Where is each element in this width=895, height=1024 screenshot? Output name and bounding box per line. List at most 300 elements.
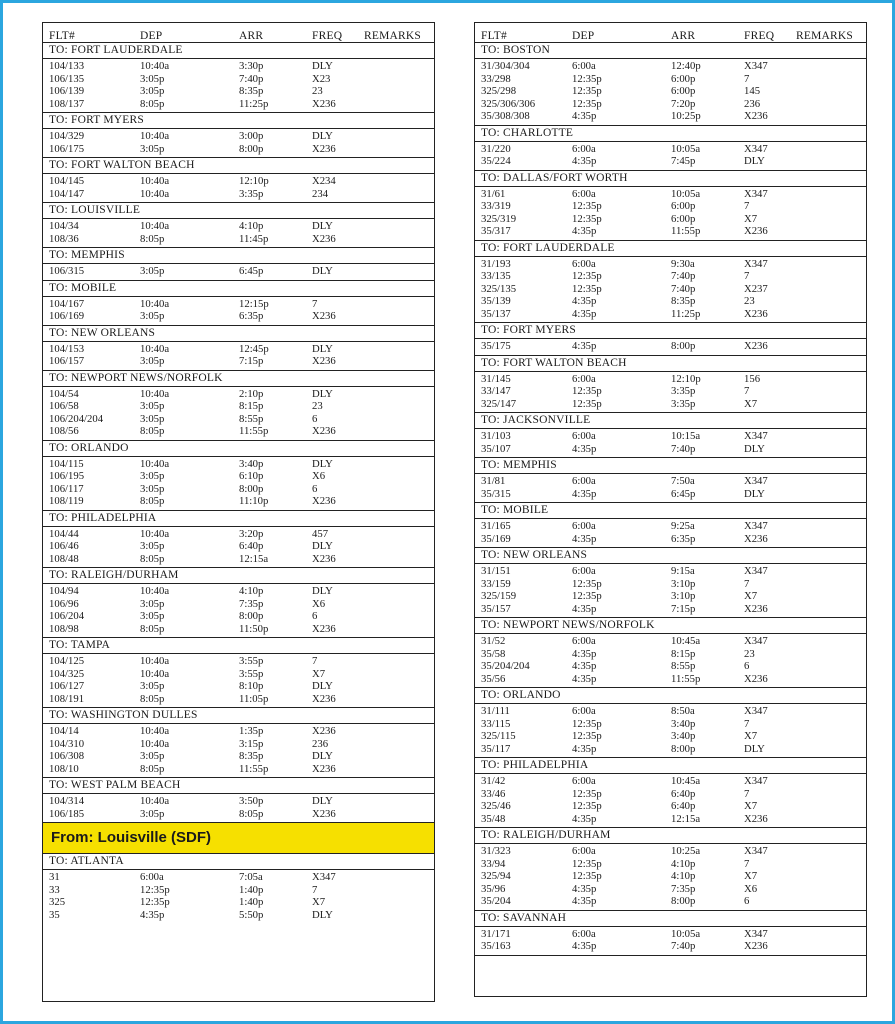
flight-number: 35/58 — [481, 647, 506, 660]
departure-time: 10:40a — [140, 795, 170, 807]
flight-number: 108/56 — [49, 425, 79, 437]
frequency: X347 — [744, 705, 768, 717]
frequency: DLY — [312, 750, 333, 762]
frequency: 23 — [312, 85, 323, 97]
frequency: 6 — [312, 482, 318, 495]
flight-row — [475, 895, 866, 908]
departure-time: 10:40a — [140, 187, 170, 200]
departure-time: 8:05p — [140, 622, 165, 635]
flight-row — [475, 788, 866, 801]
frequency: X236 — [312, 725, 336, 737]
remarks — [364, 175, 434, 188]
frequency: 7 — [744, 385, 750, 397]
destination-header: TO: MEMPHIS — [475, 458, 866, 474]
arrival-time: 6:40p — [239, 540, 264, 552]
remarks — [796, 60, 866, 73]
departure-time: 12:35p — [572, 870, 602, 882]
left-after-sections — [43, 854, 434, 923]
departure-time: 3:05p — [140, 310, 165, 322]
arrival-time: 8:10p — [239, 680, 264, 692]
destination-header: TO: MOBILE — [475, 503, 866, 519]
arrival-time: 2:10p — [239, 387, 264, 400]
arrival-time: 12:15p — [239, 297, 269, 310]
departure-time: 3:05p — [140, 470, 165, 482]
remarks — [364, 750, 434, 763]
remarks — [796, 295, 866, 308]
flight-row — [43, 233, 434, 246]
arrival-time: 4:10p — [239, 220, 264, 232]
flight-row — [43, 871, 434, 884]
frequency: 156 — [744, 372, 761, 385]
departure-time: 3:05p — [140, 597, 165, 610]
arrival-time: 7:50a — [671, 475, 695, 487]
flight-row — [43, 610, 434, 623]
frequency: X347 — [312, 871, 336, 883]
frequency: X347 — [744, 845, 768, 857]
flight-number: 33/298 — [481, 72, 511, 85]
frequency: X347 — [744, 565, 768, 577]
destination-header: TO: NEWPORT NEWS/NORFOLK — [475, 618, 866, 634]
remarks — [796, 225, 866, 238]
flight-row — [475, 258, 866, 271]
arrival-time: 4:10p — [239, 585, 264, 597]
flight-row — [43, 693, 434, 706]
flight-row — [43, 738, 434, 751]
destination-header: TO: JACKSONVILLE — [475, 413, 866, 429]
flight-row — [475, 488, 866, 501]
flight-row — [43, 763, 434, 776]
remarks — [796, 705, 866, 718]
arrival-time: 11:55p — [239, 762, 269, 775]
departure-time: 3:05p — [140, 680, 165, 692]
remarks — [364, 310, 434, 323]
frequency: X6 — [312, 597, 326, 610]
remarks — [796, 188, 866, 201]
flight-row — [43, 143, 434, 156]
arrival-time: 3:40p — [239, 457, 264, 470]
flight-number: 35/317 — [481, 225, 511, 237]
remarks — [364, 60, 434, 73]
frequency: DLY — [312, 908, 333, 921]
departure-time: 3:05p — [140, 482, 165, 495]
arrival-time: 4:10p — [671, 870, 696, 882]
departure-time: 10:40a — [140, 387, 170, 400]
flight-number: 108/137 — [49, 97, 85, 110]
flight-number: 35/315 — [481, 487, 511, 500]
departure-time: 6:00a — [572, 60, 596, 72]
remarks — [796, 283, 866, 296]
remarks — [796, 213, 866, 226]
frequency: 7 — [312, 883, 318, 896]
departure-time: 6:00a — [572, 845, 596, 857]
arrival-time: 7:35p — [671, 882, 696, 895]
flight-row — [43, 400, 434, 413]
frequency: X236 — [312, 310, 336, 322]
flight-row — [475, 225, 866, 238]
flight-row — [475, 475, 866, 488]
remarks — [364, 470, 434, 483]
flight-rows — [43, 59, 434, 113]
remarks — [364, 343, 434, 356]
frequency: 7 — [744, 270, 750, 282]
frequency: 145 — [744, 85, 761, 97]
frequency: 7 — [744, 577, 750, 590]
arrival-time: 8:50a — [671, 705, 695, 717]
frequency: 7 — [312, 297, 318, 310]
destination-header: TO: TAMPA — [43, 638, 434, 654]
remarks — [796, 603, 866, 616]
flight-rows — [475, 257, 866, 324]
frequency: 7 — [744, 72, 750, 85]
frequency: X236 — [744, 110, 768, 122]
flight-row — [43, 355, 434, 368]
departure-time: 10:40a — [140, 220, 170, 232]
remarks — [796, 813, 866, 826]
col-freq: FREQ — [744, 30, 775, 42]
remarks — [364, 540, 434, 553]
frequency: X347 — [744, 635, 768, 647]
departure-time: 6:00a — [572, 187, 596, 200]
flight-number: 31/304/304 — [481, 60, 530, 72]
flight-number: 325/115 — [481, 730, 516, 742]
flight-row — [475, 430, 866, 443]
frequency: X7 — [744, 800, 758, 812]
flight-row — [475, 673, 866, 686]
remarks — [364, 738, 434, 751]
frequency: DLY — [312, 265, 333, 277]
frequency: DLY — [312, 585, 333, 597]
frequency: X236 — [312, 622, 336, 635]
remarks — [364, 909, 434, 922]
remarks — [364, 388, 434, 401]
frequency: X236 — [744, 812, 768, 825]
flight-row — [43, 623, 434, 636]
frequency: 6 — [744, 895, 750, 907]
flight-number: 325/46 — [481, 800, 511, 812]
frequency: 7 — [744, 717, 750, 730]
flight-rows — [43, 724, 434, 778]
remarks — [364, 623, 434, 636]
frequency: 23 — [744, 295, 755, 307]
destination-header: TO: MEMPHIS — [43, 248, 434, 264]
destination-header: TO: NEWPORT NEWS/NORFOLK — [43, 371, 434, 387]
destination-header: TO: FORT WALTON BEACH — [43, 158, 434, 174]
flight-number: 33/319 — [481, 200, 511, 212]
arrival-time: 11:55p — [671, 225, 701, 237]
departure-time: 12:35p — [140, 883, 170, 896]
flight-rows — [43, 527, 434, 569]
destination-header: TO: WEST PALM BEACH — [43, 778, 434, 794]
flight-row — [475, 660, 866, 673]
flight-row — [43, 310, 434, 323]
flight-number: 35/175 — [481, 340, 511, 352]
frequency: DLY — [744, 742, 765, 755]
arrival-time: 3:40p — [671, 730, 696, 742]
remarks — [796, 398, 866, 411]
frequency: DLY — [312, 795, 333, 807]
remarks — [364, 355, 434, 368]
departure-time: 4:35p — [572, 340, 597, 352]
destination-header: TO: CHARLOTTE — [475, 126, 866, 142]
arrival-time: 8:00p — [671, 895, 696, 907]
flight-number: 104/147 — [49, 187, 85, 200]
departure-time: 3:05p — [140, 540, 165, 552]
flight-row — [475, 705, 866, 718]
flight-number: 106/185 — [49, 807, 85, 820]
flight-rows — [43, 174, 434, 203]
frequency: 234 — [312, 187, 329, 200]
departure-time: 4:35p — [572, 225, 597, 237]
departure-time: 12:35p — [572, 857, 602, 870]
arrival-time: 8:35p — [671, 295, 696, 307]
remarks — [796, 533, 866, 546]
remarks — [796, 373, 866, 386]
flight-number: 33/46 — [481, 787, 506, 800]
arrival-time: 3:35p — [671, 397, 696, 410]
flight-number: 325/147 — [481, 397, 517, 410]
arrival-time: 6:00p — [671, 85, 696, 97]
departure-time: 6:00a — [572, 705, 596, 717]
flight-row — [475, 870, 866, 883]
flight-rows — [475, 927, 866, 956]
flight-row — [475, 845, 866, 858]
remarks — [796, 488, 866, 501]
departure-time: 12:35p — [572, 282, 602, 295]
flight-number: 104/44 — [49, 527, 79, 540]
flight-number: 106/157 — [49, 355, 85, 367]
flight-number: 108/191 — [49, 692, 85, 705]
flight-number: 31 — [49, 871, 60, 883]
flight-row — [43, 483, 434, 496]
departure-time: 3:05p — [140, 400, 165, 412]
flight-rows — [475, 704, 866, 758]
flight-rows — [43, 264, 434, 281]
flight-row — [475, 775, 866, 788]
flight-number: 106/169 — [49, 310, 85, 322]
departure-time: 12:35p — [572, 72, 602, 85]
flight-rows — [475, 564, 866, 618]
frequency: X347 — [744, 520, 768, 532]
flight-number: 106/139 — [49, 85, 85, 97]
destination-header: TO: PHILADELPHIA — [475, 758, 866, 774]
flight-row — [43, 413, 434, 426]
flight-row — [475, 155, 866, 168]
flight-row — [43, 668, 434, 681]
arrival-time: 5:50p — [239, 908, 264, 921]
remarks — [364, 188, 434, 201]
frequency: DLY — [744, 155, 765, 167]
flight-rows — [475, 142, 866, 171]
departure-time: 10:40a — [140, 297, 170, 310]
destination-header: TO: ORLANDO — [475, 688, 866, 704]
flight-number: 31/220 — [481, 142, 511, 155]
arrival-time: 6:35p — [239, 310, 264, 322]
remarks — [796, 895, 866, 908]
flight-row — [43, 808, 434, 821]
departure-time: 10:40a — [140, 60, 170, 72]
flight-row — [43, 909, 434, 922]
flight-number: 104/125 — [49, 655, 85, 667]
flight-rows — [475, 339, 866, 356]
remarks — [796, 110, 866, 123]
flight-row — [475, 603, 866, 616]
flight-rows — [475, 429, 866, 458]
remarks — [364, 655, 434, 668]
flight-rows — [43, 387, 434, 441]
arrival-time: 10:45a — [671, 775, 701, 787]
flight-number: 104/133 — [49, 60, 85, 72]
flight-number: 31/171 — [481, 927, 511, 940]
remarks — [796, 590, 866, 603]
frequency: X347 — [744, 187, 768, 200]
departure-time: 4:35p — [572, 295, 597, 307]
frequency: X236 — [312, 762, 336, 775]
flight-number: 35/56 — [481, 672, 506, 685]
remarks — [796, 85, 866, 98]
flight-row — [475, 565, 866, 578]
departure-time: 12:35p — [572, 200, 602, 212]
departure-time: 4:35p — [140, 908, 165, 921]
frequency: DLY — [312, 457, 333, 470]
remarks — [364, 668, 434, 681]
frequency: X236 — [744, 940, 768, 952]
flight-row — [475, 270, 866, 283]
flight-row — [475, 520, 866, 533]
departure-time: 3:05p — [140, 142, 165, 155]
flight-row — [475, 373, 866, 386]
arrival-time: 3:50p — [239, 795, 264, 807]
flight-rows — [43, 584, 434, 638]
departure-time: 10:40a — [140, 130, 170, 142]
flight-row — [475, 143, 866, 156]
departure-time: 12:35p — [572, 590, 602, 602]
departure-time: 4:35p — [572, 487, 597, 500]
flight-number: 106/58 — [49, 400, 79, 412]
remarks — [796, 443, 866, 456]
arrival-time: 6:45p — [239, 265, 264, 277]
remarks — [796, 673, 866, 686]
frequency: 7 — [744, 857, 750, 870]
col-dep: DEP — [572, 30, 595, 42]
flight-row — [43, 495, 434, 508]
remarks — [364, 610, 434, 623]
departure-time: 12:35p — [572, 730, 602, 742]
departure-time: 4:35p — [572, 660, 597, 672]
departure-time: 8:05p — [140, 232, 165, 245]
departure-time: 10:40a — [140, 667, 170, 680]
frequency: X347 — [744, 475, 768, 487]
frequency: X236 — [744, 307, 768, 320]
destination-header: TO: BOSTON — [475, 43, 866, 59]
remarks — [364, 233, 434, 246]
frequency: 23 — [312, 400, 323, 412]
frequency: X7 — [744, 590, 758, 602]
flight-number: 106/308 — [49, 750, 85, 762]
flight-number: 106/175 — [49, 142, 85, 155]
flight-number: 33/159 — [481, 577, 511, 590]
departure-time: 3:05p — [140, 412, 165, 425]
flight-rows — [43, 219, 434, 248]
flight-row — [43, 585, 434, 598]
departure-time: 8:05p — [140, 552, 165, 565]
frequency: 23 — [744, 647, 755, 660]
remarks — [364, 458, 434, 471]
column-header — [475, 23, 866, 43]
flight-rows — [43, 457, 434, 511]
col-flt: FLT# — [481, 30, 507, 42]
frequency: X347 — [744, 257, 768, 270]
destination-header: TO: ATLANTA — [43, 854, 434, 870]
remarks — [796, 648, 866, 661]
arrival-time: 7:15p — [671, 602, 696, 615]
flight-row — [475, 743, 866, 756]
frequency: X236 — [312, 97, 336, 110]
flight-number: 31/165 — [481, 520, 511, 532]
departure-time: 12:35p — [572, 787, 602, 800]
arrival-time: 8:15p — [671, 647, 696, 660]
departure-time: 10:40a — [140, 725, 170, 737]
flight-rows — [43, 342, 434, 371]
arrival-time: 11:55p — [239, 425, 269, 437]
flight-row — [43, 343, 434, 356]
flight-row — [43, 188, 434, 201]
destination-header: TO: ORLANDO — [43, 441, 434, 457]
frequency: X347 — [744, 775, 768, 787]
flight-rows — [475, 844, 866, 911]
flight-number: 106/117 — [49, 482, 84, 495]
flight-number: 325/159 — [481, 590, 517, 602]
frequency: X236 — [312, 355, 336, 367]
remarks — [364, 585, 434, 598]
flight-number: 31/81 — [481, 475, 506, 487]
frequency: 457 — [312, 527, 329, 540]
arrival-time: 3:55p — [239, 667, 264, 680]
arrival-time: 12:40p — [671, 60, 701, 72]
flight-row — [475, 295, 866, 308]
destination-header: TO: RALEIGH/DURHAM — [43, 568, 434, 584]
flight-row — [475, 398, 866, 411]
arrival-time: 8:05p — [239, 807, 264, 820]
flight-rows — [43, 794, 434, 822]
flight-number: 104/167 — [49, 297, 85, 310]
remarks — [364, 763, 434, 776]
frequency: DLY — [312, 540, 333, 552]
departure-time: 4:35p — [572, 442, 597, 455]
remarks — [364, 680, 434, 693]
destination-header: TO: LOUISVILLE — [43, 203, 434, 219]
arrival-time: 8:55p — [671, 660, 696, 672]
destination-header: TO: FORT LAUDERDALE — [43, 43, 434, 59]
flight-row — [43, 98, 434, 111]
flight-rows — [475, 59, 866, 126]
departure-time: 3:05p — [140, 355, 165, 367]
flight-rows — [43, 870, 434, 923]
flight-rows — [43, 129, 434, 158]
departure-time: 4:35p — [572, 812, 597, 825]
flight-number: 108/36 — [49, 232, 79, 245]
remarks — [364, 130, 434, 143]
flight-number: 35/308/308 — [481, 110, 530, 122]
destination-header: TO: FORT MYERS — [43, 113, 434, 129]
departure-time: 8:05p — [140, 495, 165, 507]
col-freq: FREQ — [312, 30, 343, 42]
frequency: X236 — [744, 672, 768, 685]
departure-time: 3:05p — [140, 265, 165, 277]
departure-time: 6:00a — [572, 927, 596, 940]
flight-number: 35/224 — [481, 155, 511, 167]
flight-row — [475, 283, 866, 296]
departure-time: 4:35p — [572, 532, 597, 545]
